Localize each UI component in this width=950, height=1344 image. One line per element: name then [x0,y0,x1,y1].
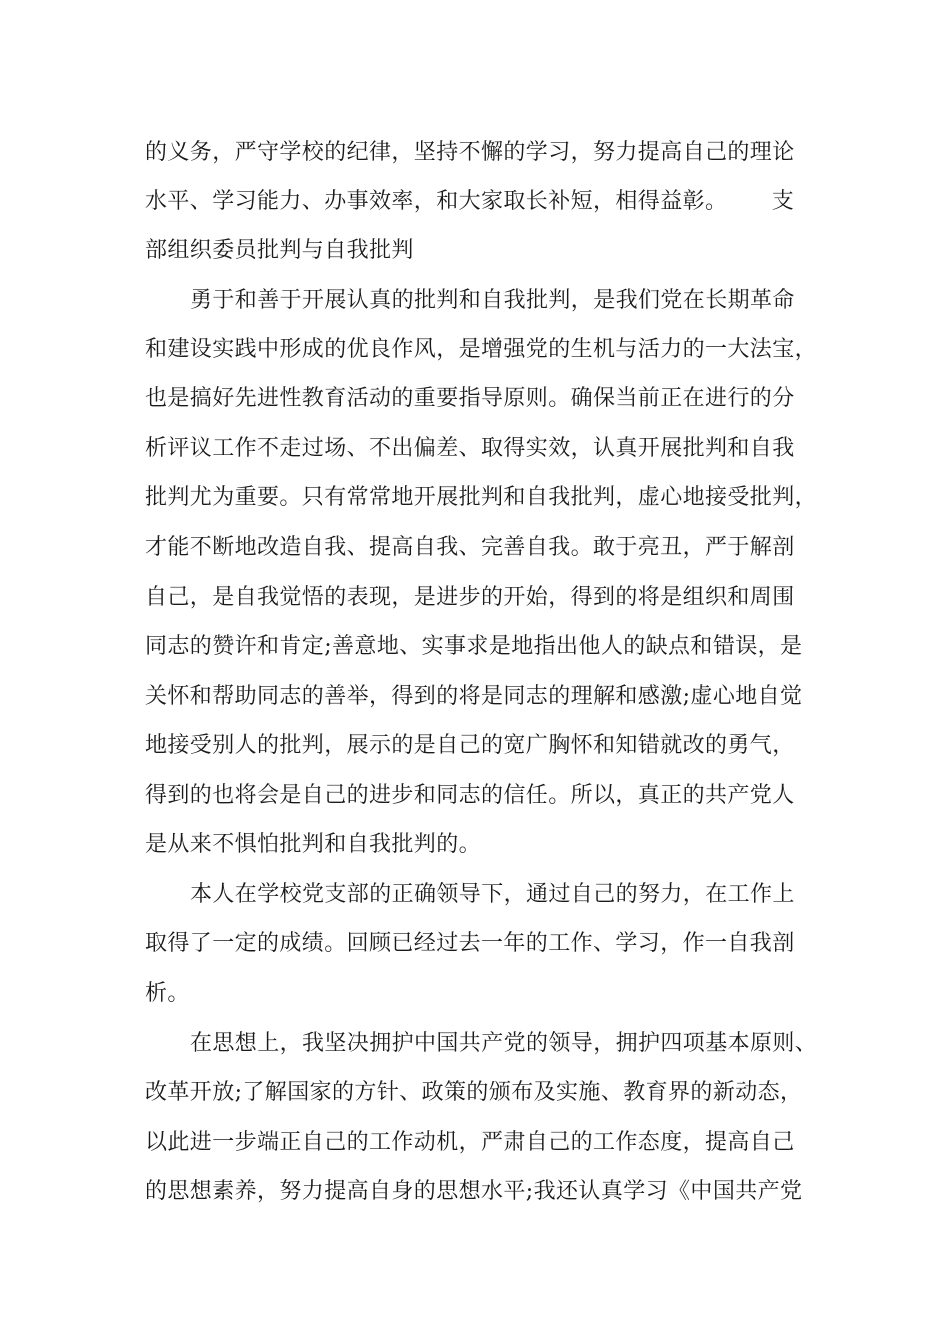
text-line: 取得了一定的成绩。回顾已经过去一年的工作、学习，作一自我剖 [145,931,795,956]
text-line: 地接受别人的批判，展示的是自己的宽广胸怀和知错就改的勇气， [145,733,795,758]
text-line: 得到的也将会是自己的进步和同志的信任。所以，真正的共产党人 [145,783,795,808]
text-line: 改革开放;了解国家的方针、政策的颁布及实施、教育界的新动态， [145,1080,803,1105]
text-line: 析。 [145,981,190,1006]
text-line: 是从来不惧怕批判和自我批判的。 [145,832,482,857]
text-line: 和建设实践中形成的优良作风，是增强党的生机与活力的一大法宝， [145,337,818,362]
text-line: 的义务，严守学校的纪律，坚持不懈的学习，努力提高自己的理论 [145,140,795,165]
text-line: 同志的赞许和肯定;善意地、实事求是地指出他人的缺点和错误，是 [145,634,803,659]
text-line: 也是搞好先进性教育活动的重要指导原则。确保当前正在进行的分 [145,386,795,411]
text-line: 以此进一步端正自己的工作动机，严肃自己的工作态度，提高自己 [145,1130,795,1155]
paragraph-first-line: 本人在学校党支部的正确领导下，通过自己的努力，在工作上 [190,882,795,907]
paragraph-first-line: 勇于和善于开展认真的批判和自我批判，是我们党在长期革命 [190,288,795,313]
text-line: 批判尤为重要。只有常常地开展批判和自我批判，虚心地接受批判， [145,485,818,510]
text-line: 才能不断地改造自我、提高自我、完善自我。敢于亮丑，严于解剖 [145,535,795,560]
text-line: 的思想素养，努力提高自身的思想水平;我还认真学习《中国共产党 [145,1179,803,1204]
text-line: 部组织委员批判与自我批判 [145,238,414,263]
text-line: 水平、学习能力、办事效率，和大家取长补短，相得益彰。 支 [145,189,795,214]
text-line: 自己，是自我觉悟的表现，是进步的开始，得到的将是组织和周围 [145,585,795,610]
text-line: 析评议工作不走过场、不出偏差、取得实效，认真开展批判和自我 [145,436,795,461]
text-line: 关怀和帮助同志的善举，得到的将是同志的理解和感激;虚心地自觉 [145,684,803,709]
paragraph-first-line: 在思想上，我坚决拥护中国共产党的领导，拥护四项基本原则、 [190,1031,818,1056]
